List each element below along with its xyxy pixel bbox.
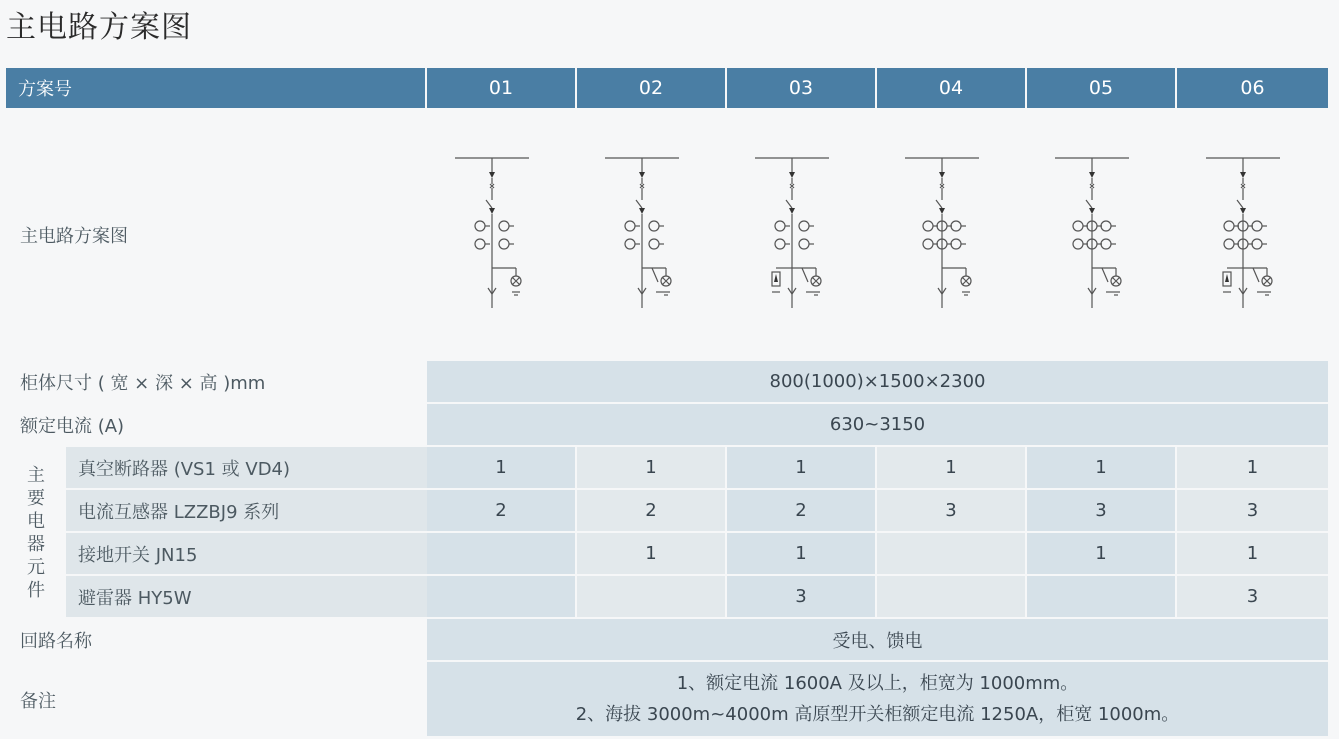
current-transformer-icon [475,239,485,249]
component-value: 1 [727,447,877,490]
remarks-label: 备注 [20,691,56,712]
indicator-x-icon [812,277,820,285]
lower-contact-icon [939,208,945,214]
circuit-name-value: 受电、馈电 [427,619,1328,662]
lower-contact-icon [789,208,795,214]
upper-contact-icon [789,172,795,178]
circuit-diagram-02 [577,108,727,361]
current-transformer-icon [499,221,509,231]
component-value: 3 [1027,490,1177,533]
current-transformer-icon [1252,239,1262,249]
header-scheme-05: 05 [1027,68,1177,108]
earthing-switch-icon [1102,268,1108,282]
header-scheme-no: 方案号 [6,68,427,108]
component-value: 3 [1177,490,1328,533]
current-transformer-icon [1101,239,1111,249]
component-value: 1 [877,447,1027,490]
current-transformer-icon [799,239,809,249]
breaker-switch-icon [636,200,642,208]
circuit-diagram-05 [1027,108,1177,361]
breaker-x-icon [790,184,794,188]
earthing-switch-icon [652,268,658,282]
component-value: 1 [1027,533,1177,576]
dimension-value: 800(1000)×1500×2300 [427,361,1328,404]
current-transformer-icon [923,221,933,231]
breaker-x-icon [940,184,944,188]
component-row [6,533,1328,576]
component-value: 2 [577,490,727,533]
component-value: 1 [1027,447,1177,490]
breaker-switch-icon [486,200,492,208]
component-value: 1 [1177,533,1328,576]
component-value: 2 [727,490,877,533]
component-value: 3 [1177,576,1328,619]
circuit-diagram-01 [427,108,577,361]
component-value [877,576,1027,619]
lower-contact-icon [639,208,645,214]
rated-current-row [6,404,1328,447]
breaker-switch-icon [1086,200,1092,208]
component-value: 1 [1177,447,1328,490]
component-value [877,533,1027,576]
breaker-x-icon [1090,184,1094,188]
header-scheme-02: 02 [577,68,727,108]
scheme-table [6,68,1328,738]
component-value [427,533,577,576]
current-transformer-icon [1073,221,1083,231]
upper-contact-icon [1089,172,1095,178]
current-transformer-icon [625,239,635,249]
current-transformer-icon [649,239,659,249]
component-label-ct: 电流互感器 LZZBJ9 系列 [66,490,427,533]
diagram-row [6,108,1328,361]
component-value [577,576,727,619]
current-transformer-icon [1252,221,1262,231]
current-transformer-icon [799,221,809,231]
component-label-arrester: 避雷器 HY5W [66,576,427,619]
indicator-x-icon [1112,277,1120,285]
breaker-switch-icon [786,200,792,208]
current-transformer-icon [475,221,485,231]
current-transformer-icon [1224,221,1234,231]
component-label-breaker: 真空断路器 (VS1 或 VD4) [66,447,427,490]
circuit-diagram-04 [877,108,1027,361]
earthing-switch-icon [802,268,808,282]
current-transformer-icon [775,239,785,249]
breaker-switch-icon [936,200,942,208]
breaker-x-icon [640,184,644,188]
current-transformer-icon [1224,239,1234,249]
breaker-switch-icon [1237,200,1243,208]
header-scheme-04: 04 [877,68,1027,108]
remark-line: 2、海拔 3000m~4000m 高原型开关柜额定电流 1250A，柜宽 1000m。 [575,704,1180,725]
current-transformer-icon [951,221,961,231]
upper-contact-icon [639,172,645,178]
current-transformer-icon [923,239,933,249]
current-transformer-icon [1101,221,1111,231]
component-row [6,576,1328,619]
lower-contact-icon [1240,208,1246,214]
current-transformer-icon [775,221,785,231]
rated-current-label: 额定电流 (A) [6,404,427,447]
indicator-x-icon [962,277,970,285]
rated-current-value: 630~3150 [427,404,1328,447]
component-row [6,490,1328,533]
component-value: 1 [577,447,727,490]
header-scheme-03: 03 [727,68,877,108]
breaker-x-icon [490,184,494,188]
component-value: 1 [577,533,727,576]
dimension-row [6,361,1328,404]
header-scheme-06: 06 [1177,68,1328,108]
indicator-x-icon [662,277,670,285]
current-transformer-icon [1073,239,1083,249]
surge-arrester-arrow-icon [1225,274,1229,282]
circuit-name-row [6,619,1328,662]
diagram-row-label: 主电路方案图 [6,108,427,361]
remark-line: 1、额定电流 1600A 及以上，柜宽为 1000mm。 [676,673,1079,694]
component-value [1027,576,1177,619]
header-scheme-01: 01 [427,68,577,108]
current-transformer-icon [649,221,659,231]
lower-contact-icon [489,208,495,214]
remarks-row [6,662,1328,738]
upper-contact-icon [489,172,495,178]
dimension-label: 柜体尺寸 ( 宽 × 深 × 高 )mm [6,361,427,404]
surge-arrester-arrow-icon [774,274,778,282]
upper-contact-icon [1240,172,1246,178]
page-title: 主电路方案图 [6,10,192,45]
breaker-x-icon [1241,184,1245,188]
component-label-earthing-switch: 接地开关 JN15 [66,533,427,576]
current-transformer-icon [499,239,509,249]
circuit-diagram-03 [727,108,877,361]
component-value: 3 [877,490,1027,533]
circuit-diagram-06 [1177,108,1328,361]
upper-contact-icon [939,172,945,178]
remarks-value [427,662,1328,738]
header-row [6,68,1328,108]
component-value: 2 [427,490,577,533]
circuit-name-label: 回路名称 [6,619,427,662]
lower-contact-icon [1089,208,1095,214]
component-value: 3 [727,576,877,619]
current-transformer-icon [625,221,635,231]
component-value: 1 [427,447,577,490]
component-value: 1 [727,533,877,576]
indicator-x-icon [1263,277,1271,285]
component-row [6,447,1328,490]
earthing-switch-icon [1253,268,1259,282]
main-components-group-label: 主 要 电 器 元 件 [27,465,45,601]
current-transformer-icon [951,239,961,249]
indicator-x-icon [512,277,520,285]
component-value [427,576,577,619]
